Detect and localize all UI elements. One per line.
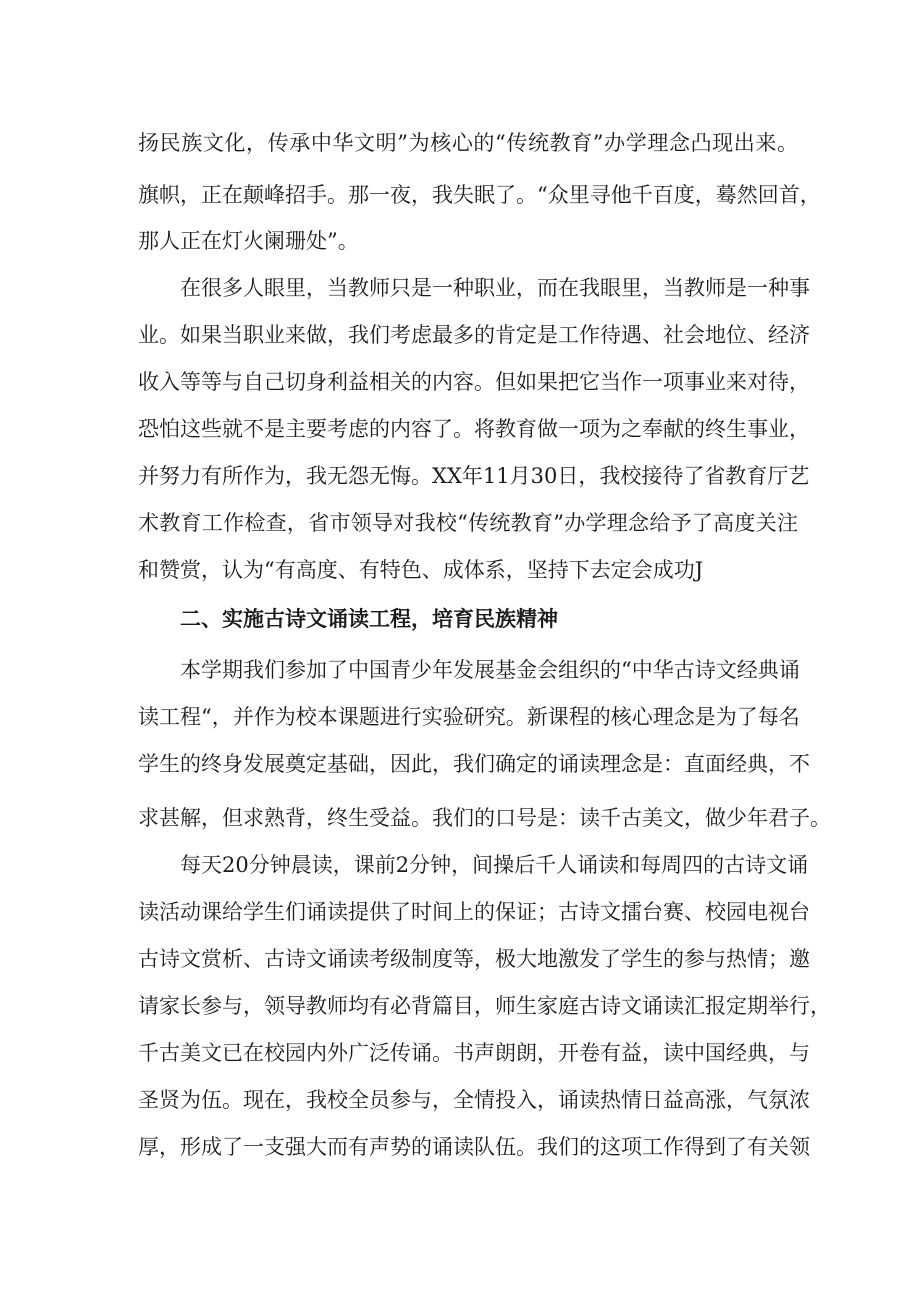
text-line: 请家长参与，领导教师均有必背篇目，师生家庭古诗文诵读汇报定期举行，	[138, 994, 831, 1018]
text-line: 圣贤为伍。现在，我校全员参与，全情投入，诵读热情日益高涨，气氛浓	[138, 1088, 810, 1112]
text-line: 业。如果当职业来做，我们考虑最多的肯定是工作待遇、社会地位、经济	[138, 323, 810, 347]
paragraph-first-line: 每天20分钟晨读，课前2分钟，间操后千人诵读和每周四的古诗文诵	[180, 853, 809, 877]
paragraph-first-line: 本学期我们参加了中国青少年发展基金会组织的“中华古诗文经典诵	[180, 658, 800, 682]
text-line: 扬民族文化，传承中华文明”为核心的“传统教育”办学理念凸现出来。	[138, 131, 798, 155]
text-line: 千古美文已在校园内外广泛传诵。书声朗朗，开卷有益，读中国经典，与	[138, 1041, 810, 1065]
text-line: 求甚解，但求熟背，终生受益。我们的口号是：读千古美文，做少年君子。	[138, 806, 831, 830]
text-line: 读工程“，并作为校本课题进行实验研究。新课程的核心理念是为了每名	[138, 705, 800, 729]
text-line: 旗帜，正在颠峰招手。那一夜，我失眠了。“众里寻他千百度，蓦然回首，	[138, 183, 821, 207]
paragraph-first-line: 在很多人眼里，当教师只是一种职业，而在我眼里，当教师是一种事	[180, 276, 810, 300]
section-heading: 二、实施古诗文诵读工程，培育民族精神	[180, 606, 558, 631]
text-line: 古诗文赏析、古诗文诵读考级制度等，极大地激发了学生的参与热情；邀	[138, 947, 810, 971]
text-line: 术教育工作检查，省市领导对我校“传统教育”办学理念给予了高度关注	[138, 511, 798, 535]
text-line: 那人正在灯火阑珊处”。	[138, 229, 359, 253]
text-line: 并努力有所作为，我无怨无悔。XX年11月30日，我校接待了省教育厅艺	[138, 464, 810, 488]
text-line: 读活动课给学生们诵读提供了时间上的保证；古诗文擂台赛、校园电视台	[138, 900, 810, 924]
text-line: 恐怕这些就不是主要考虑的内容了。将教育做一项为之奉献的终生事业，	[138, 417, 810, 441]
text-line: 和赞赏，认为“有高度、有特色、成体系，坚持下去定会成功J	[138, 558, 704, 582]
text-line: 厚，形成了一支强大而有声势的诵读队伍。我们的这项工作得到了有关领	[138, 1135, 810, 1159]
text-line: 收入等等与自己切身利益相关的内容。但如果把它当作一项事业来对待，	[138, 370, 810, 394]
text-line: 学生的终身发展奠定基础，因此，我们确定的诵读理念是：直面经典，不	[138, 752, 810, 776]
